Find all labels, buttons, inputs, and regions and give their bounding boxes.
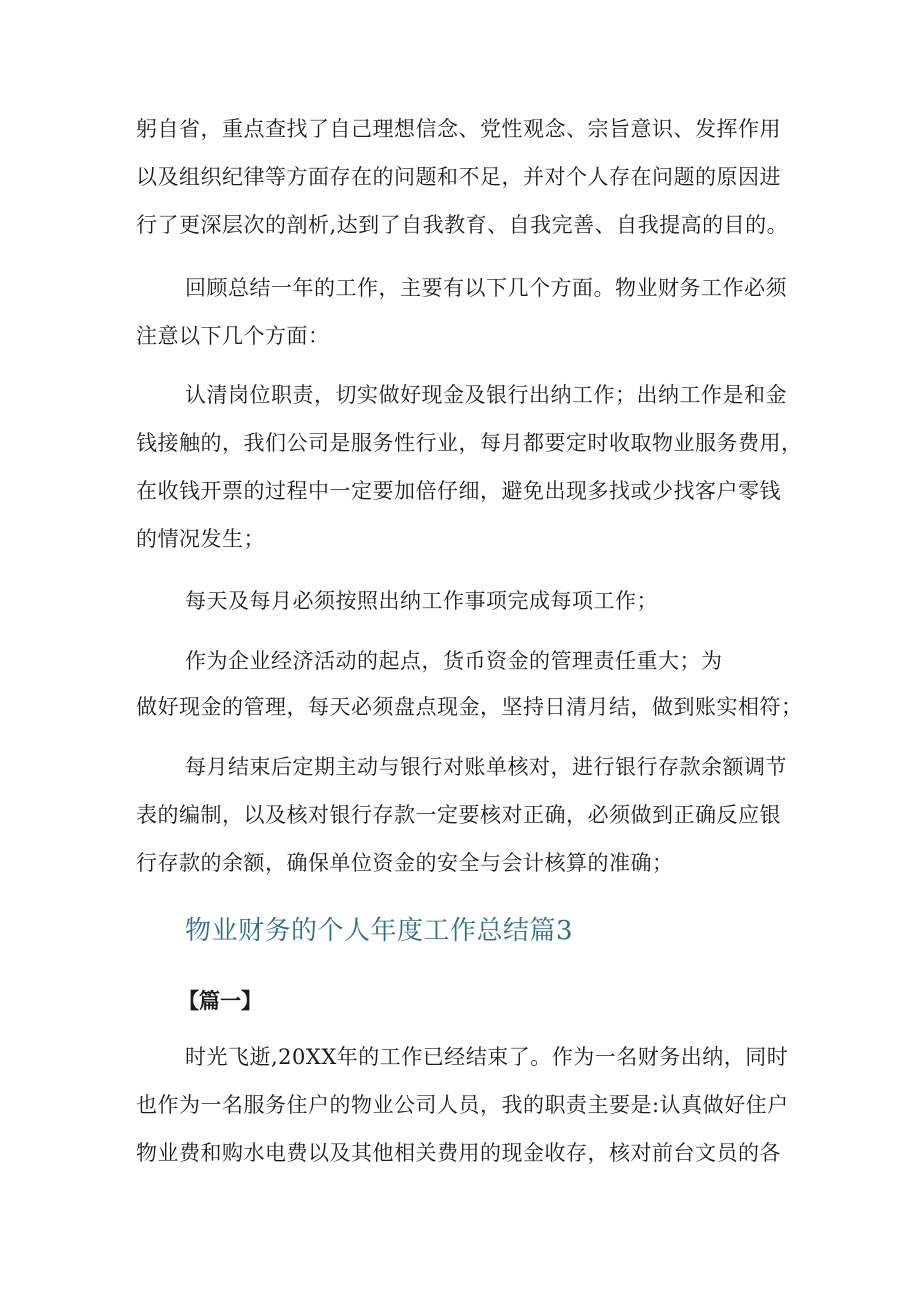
- section-label: 【篇一】: [178, 988, 262, 1013]
- body-line-4: 回顾总结一年的工作，主要有以下几个方面。物业财务工作必须: [185, 276, 787, 300]
- section-heading: 物业财务的个人年度工作总结篇3: [185, 916, 574, 946]
- body-line-15: 行存款的余额，确保单位资金的安全与会计核算的准确；: [136, 851, 674, 875]
- body-line-16: 时光飞逝,20XX年的工作已经结束了。作为一名财务出纳，同时: [185, 1045, 789, 1069]
- body-line-18: 物业费和购水电费以及其他相关费用的现金收存，核对前台文员的各: [136, 1141, 781, 1165]
- body-line-8: 在收钱开票的过程中一定要加倍仔细，避免出现多找或少找客户零钱: [136, 479, 781, 503]
- body-line-17: 也作为一名服务住户的物业公司人员，我的职责主要是:认真做好住户: [136, 1093, 789, 1117]
- body-line-12: 做好现金的管理，每天必须盘点现金，坚持日清月结，做到账实相符；: [136, 695, 803, 719]
- body-line-14: 表的编制，以及核对银行存款一定要核对正确，必须做到正确反应银: [136, 803, 781, 827]
- body-line-9: 的情况发生；: [136, 527, 265, 551]
- body-line-7: 钱接触的，我们公司是服务性行业，每月都要定时收取物业服务费用，: [136, 431, 803, 455]
- body-line-11: 作为企业经济活动的起点，货币资金的管理责任重大；为: [185, 649, 723, 673]
- body-line-10: 每天及每月必须按照出纳工作事项完成每项工作；: [185, 589, 658, 613]
- body-line-2: 以及组织纪律等方面存在的问题和不足，并对个人存在问题的原因进: [136, 165, 781, 189]
- body-line-5: 注意以下几个方面：: [136, 324, 330, 348]
- body-line-13: 每月结束后定期主动与银行对账单核对，进行银行存款余额调节: [185, 755, 787, 779]
- body-line-6: 认清岗位职责，切实做好现金及银行出纳工作；出纳工作是和金: [185, 383, 787, 407]
- body-line-3: 行了更深层次的剖析,达到了自我教育、自我完善、自我提高的目的。: [136, 213, 789, 237]
- body-line-1: 躬自省，重点查找了自己理想信念、党性观念、宗旨意识、发挥作用: [136, 117, 781, 141]
